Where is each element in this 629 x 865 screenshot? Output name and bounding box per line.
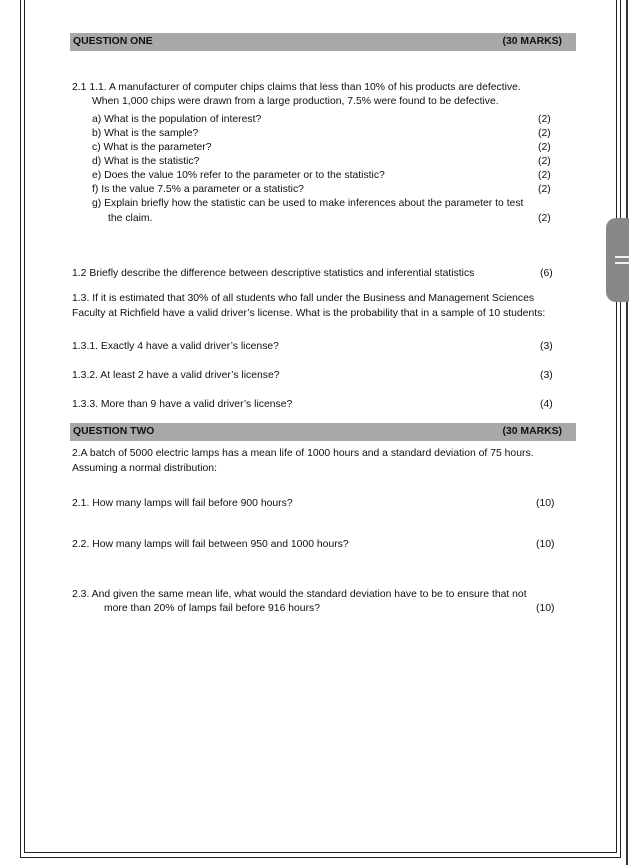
- q1-intro-line1: 2.1 1.1. A manufacturer of computer chips claims that less than 10% of his products are defective.: [72, 82, 521, 93]
- q1-item-e-mark: (2): [538, 170, 551, 181]
- grip-icon: [615, 262, 629, 264]
- q2-1: 2.1. How many lamps will fail before 900 hours?: [72, 498, 293, 509]
- question-two-title: QUESTION TWO: [73, 426, 155, 437]
- q2-2-mark: (10): [536, 539, 555, 550]
- q1-3-2: 1.3.2. At least 2 have a valid driver’s license?: [72, 370, 280, 381]
- q1-3-line2: Faculty at Richfield have a valid driver’s license. What is the probability that in a sample of 10 students:: [72, 308, 546, 319]
- question-one-title: QUESTION ONE: [73, 36, 153, 47]
- question-one-marks: (30 MARKS): [502, 36, 562, 47]
- q2-intro-line2: Assuming a normal distribution:: [72, 463, 217, 474]
- q1-item-f-mark: (2): [538, 184, 551, 195]
- q2-2: 2.2. How many lamps will fail between 950 and 1000 hours?: [72, 539, 349, 550]
- q1-item-a-mark: (2): [538, 114, 551, 125]
- q2-3-mark: (10): [536, 603, 555, 614]
- q1-item-b: b) What is the sample?: [92, 128, 199, 139]
- q1-3-1: 1.3.1. Exactly 4 have a valid driver’s license?: [72, 341, 279, 352]
- q2-3-line1: 2.3. And given the same mean life, what would the standard deviation have to be to ensure that not: [72, 589, 527, 600]
- q1-item-g: g) Explain briefly how the statistic can be used to make inferences about the parameter to test: [92, 198, 524, 209]
- q1-3-3: 1.3.3. More than 9 have a valid driver’s license?: [72, 399, 293, 410]
- grip-icon: [615, 256, 629, 258]
- q1-item-d: d) What is the statistic?: [92, 156, 200, 167]
- q2-1-mark: (10): [536, 498, 555, 509]
- page-edge: [626, 0, 628, 865]
- q1-3-3-mark: (4): [540, 399, 553, 410]
- q2-intro-line1: 2.A batch of 5000 electric lamps has a mean life of 1000 hours and a standard deviation of 75 hours.: [72, 448, 534, 459]
- scroll-handle[interactable]: [606, 218, 629, 302]
- q1-item-d-mark: (2): [538, 156, 551, 167]
- q1-item-f: f) Is the value 7.5% a parameter or a statistic?: [92, 184, 304, 195]
- question-two-header: [70, 423, 576, 441]
- question-two-marks: (30 MARKS): [502, 426, 562, 437]
- q1-3-1-mark: (3): [540, 341, 553, 352]
- q1-item-a: a) What is the population of interest?: [92, 114, 262, 125]
- q1-2-text: 1.2 Briefly describe the difference between descriptive statistics and inferential statistics: [72, 268, 475, 279]
- q1-intro-line2: When 1,000 chips were drawn from a large production, 7.5% were found to be defective.: [92, 96, 499, 107]
- q1-3-line1: 1.3. If it is estimated that 30% of all students who fall under the Business and Management Sciences: [72, 293, 535, 304]
- q1-2-mark: (6): [540, 268, 553, 279]
- question-one-header: [70, 33, 576, 51]
- q1-item-c: c) What is the parameter?: [92, 142, 212, 153]
- q1-item-b-mark: (2): [538, 128, 551, 139]
- q1-item-c-mark: (2): [538, 142, 551, 153]
- q1-item-g-mark: (2): [538, 213, 551, 224]
- q1-item-e: e) Does the value 10% refer to the parameter or to the statistic?: [92, 170, 385, 181]
- q2-3-line2: more than 20% of lamps fail before 916 hours?: [104, 603, 321, 614]
- q1-item-g-cont: the claim.: [108, 213, 153, 224]
- q1-3-2-mark: (3): [540, 370, 553, 381]
